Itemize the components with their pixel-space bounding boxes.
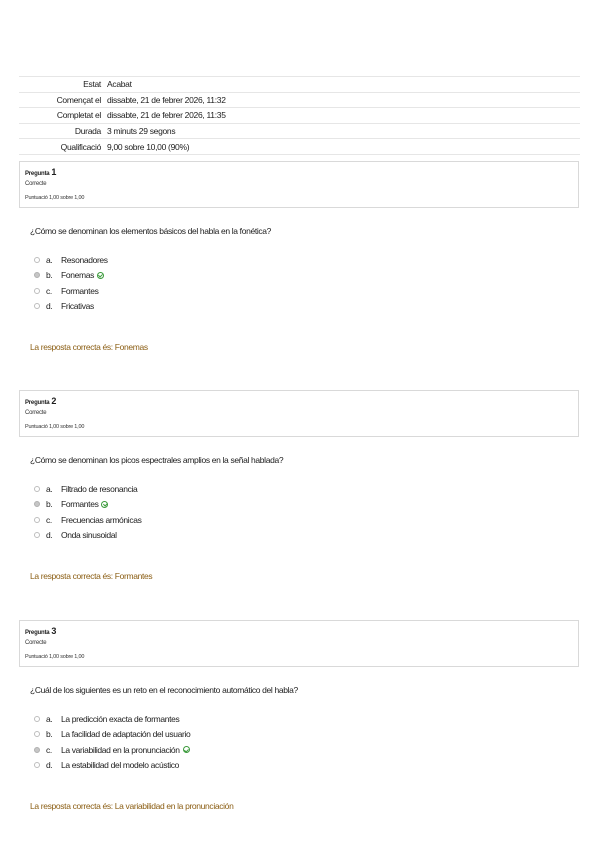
question-prefix: Pregunta <box>25 630 50 636</box>
option-text: Onda sinusoidal <box>61 529 117 540</box>
correct-check-icon <box>101 501 108 508</box>
question-grade: Puntuació 1,00 sobre 1,00 <box>25 424 85 430</box>
radio-button[interactable] <box>34 501 40 507</box>
option-letter: b. <box>46 729 53 740</box>
summary-label: Completat el <box>19 108 107 124</box>
question-state: Correcte <box>25 181 47 187</box>
summary-row-duration <box>19 123 580 139</box>
answer-option[interactable] <box>34 254 108 266</box>
answer-option[interactable] <box>34 728 190 740</box>
option-letter: d. <box>46 759 53 770</box>
question-number-value: 2 <box>51 396 57 406</box>
answer-option[interactable] <box>34 483 137 495</box>
option-text: Frecuencias armónicas <box>61 514 142 525</box>
question-state: Correcte <box>25 640 47 646</box>
answer-option[interactable] <box>34 285 98 297</box>
option-letter: c. <box>46 744 52 755</box>
answer-option[interactable] <box>34 529 117 541</box>
correct-check-icon <box>183 746 190 753</box>
question-grade: Puntuació 1,00 sobre 1,00 <box>25 654 85 660</box>
option-text: La predicción exacta de formantes <box>61 714 180 724</box>
summary-row-completed <box>19 108 580 124</box>
question-text: ¿Cómo se denominan los picos espectrales amplios en la señal hablada? <box>30 455 284 465</box>
option-text: La estabilidad del modelo acústico <box>61 759 180 770</box>
option-text: Resonadores <box>61 255 108 265</box>
summary-value: 3 minuts 29 segons <box>107 123 580 139</box>
answer-option[interactable] <box>34 713 179 725</box>
question-number <box>25 626 56 636</box>
summary-row-started <box>19 92 580 108</box>
correct-check-icon <box>97 272 104 279</box>
radio-button[interactable] <box>34 272 40 278</box>
question-number-value: 3 <box>51 626 57 636</box>
question-number <box>25 167 56 177</box>
question-text: ¿Cuál de los siguientes es un reto en el reconocimiento automático del habla? <box>30 685 298 695</box>
answer-option[interactable] <box>34 514 142 526</box>
option-text: Fonemas <box>61 270 94 281</box>
question-number-value: 1 <box>51 167 57 177</box>
correct-answer-feedback: La resposta correcta és: Fonemas <box>30 342 148 352</box>
summary-value: 9,00 sobre 10,00 (90%) <box>107 139 580 155</box>
option-text: Filtrado de resonancia <box>61 484 138 494</box>
question-info-box <box>19 620 579 667</box>
summary-value: dissabte, 21 de febrer 2026, 11:32 <box>107 92 580 108</box>
summary-row-state <box>19 77 580 93</box>
radio-button[interactable] <box>34 486 40 492</box>
question-info-box <box>19 390 579 437</box>
option-letter: c. <box>46 514 52 525</box>
radio-button[interactable] <box>34 517 40 523</box>
option-letter: a. <box>46 255 53 265</box>
summary-value: dissabte, 21 de febrer 2026, 11:35 <box>107 108 580 124</box>
option-letter: c. <box>46 285 52 296</box>
option-text: La variabilidad en la pronunciación <box>61 744 180 755</box>
answer-option[interactable] <box>34 759 179 771</box>
attempt-summary-table <box>19 76 580 155</box>
option-text: Formantes <box>61 285 99 296</box>
option-letter: b. <box>46 499 53 510</box>
option-letter: b. <box>46 270 53 281</box>
radio-button[interactable] <box>34 731 40 737</box>
radio-button[interactable] <box>34 532 40 538</box>
option-letter: d. <box>46 300 53 311</box>
radio-button[interactable] <box>34 303 40 309</box>
summary-label: Començat el <box>19 92 107 108</box>
question-state: Correcte <box>25 410 47 416</box>
question-number <box>25 396 56 406</box>
summary-label: Durada <box>19 123 107 139</box>
question-prefix: Pregunta <box>25 171 50 177</box>
correct-answer-feedback: La resposta correcta és: La variabilidad en la pronunciación <box>30 801 234 811</box>
answer-option[interactable] <box>34 300 94 312</box>
option-text: La facilidad de adaptación del usuario <box>61 729 191 740</box>
radio-button[interactable] <box>34 288 40 294</box>
question-prefix: Pregunta <box>25 400 50 406</box>
option-letter: a. <box>46 714 53 724</box>
summary-row-grade <box>19 139 580 155</box>
correct-answer-feedback: La resposta correcta és: Formantes <box>30 571 153 581</box>
radio-button[interactable] <box>34 762 40 768</box>
option-text: Fricativas <box>61 300 94 311</box>
summary-label: Estat <box>19 77 107 93</box>
option-letter: d. <box>46 529 53 540</box>
summary-value: Acabat <box>107 77 580 93</box>
option-text: Formantes <box>61 499 99 510</box>
radio-button[interactable] <box>34 747 40 753</box>
radio-button[interactable] <box>34 257 40 263</box>
question-grade: Puntuació 1,00 sobre 1,00 <box>25 195 85 201</box>
question-info-box <box>19 161 579 208</box>
radio-button[interactable] <box>34 716 40 722</box>
option-letter: a. <box>46 484 53 494</box>
answer-option[interactable] <box>34 269 104 281</box>
question-text: ¿Cómo se denominan los elementos básicos del habla en la fonética? <box>30 226 272 236</box>
answer-option[interactable] <box>34 498 108 510</box>
summary-label: Qualificació <box>19 139 107 155</box>
answer-option[interactable] <box>34 744 190 756</box>
